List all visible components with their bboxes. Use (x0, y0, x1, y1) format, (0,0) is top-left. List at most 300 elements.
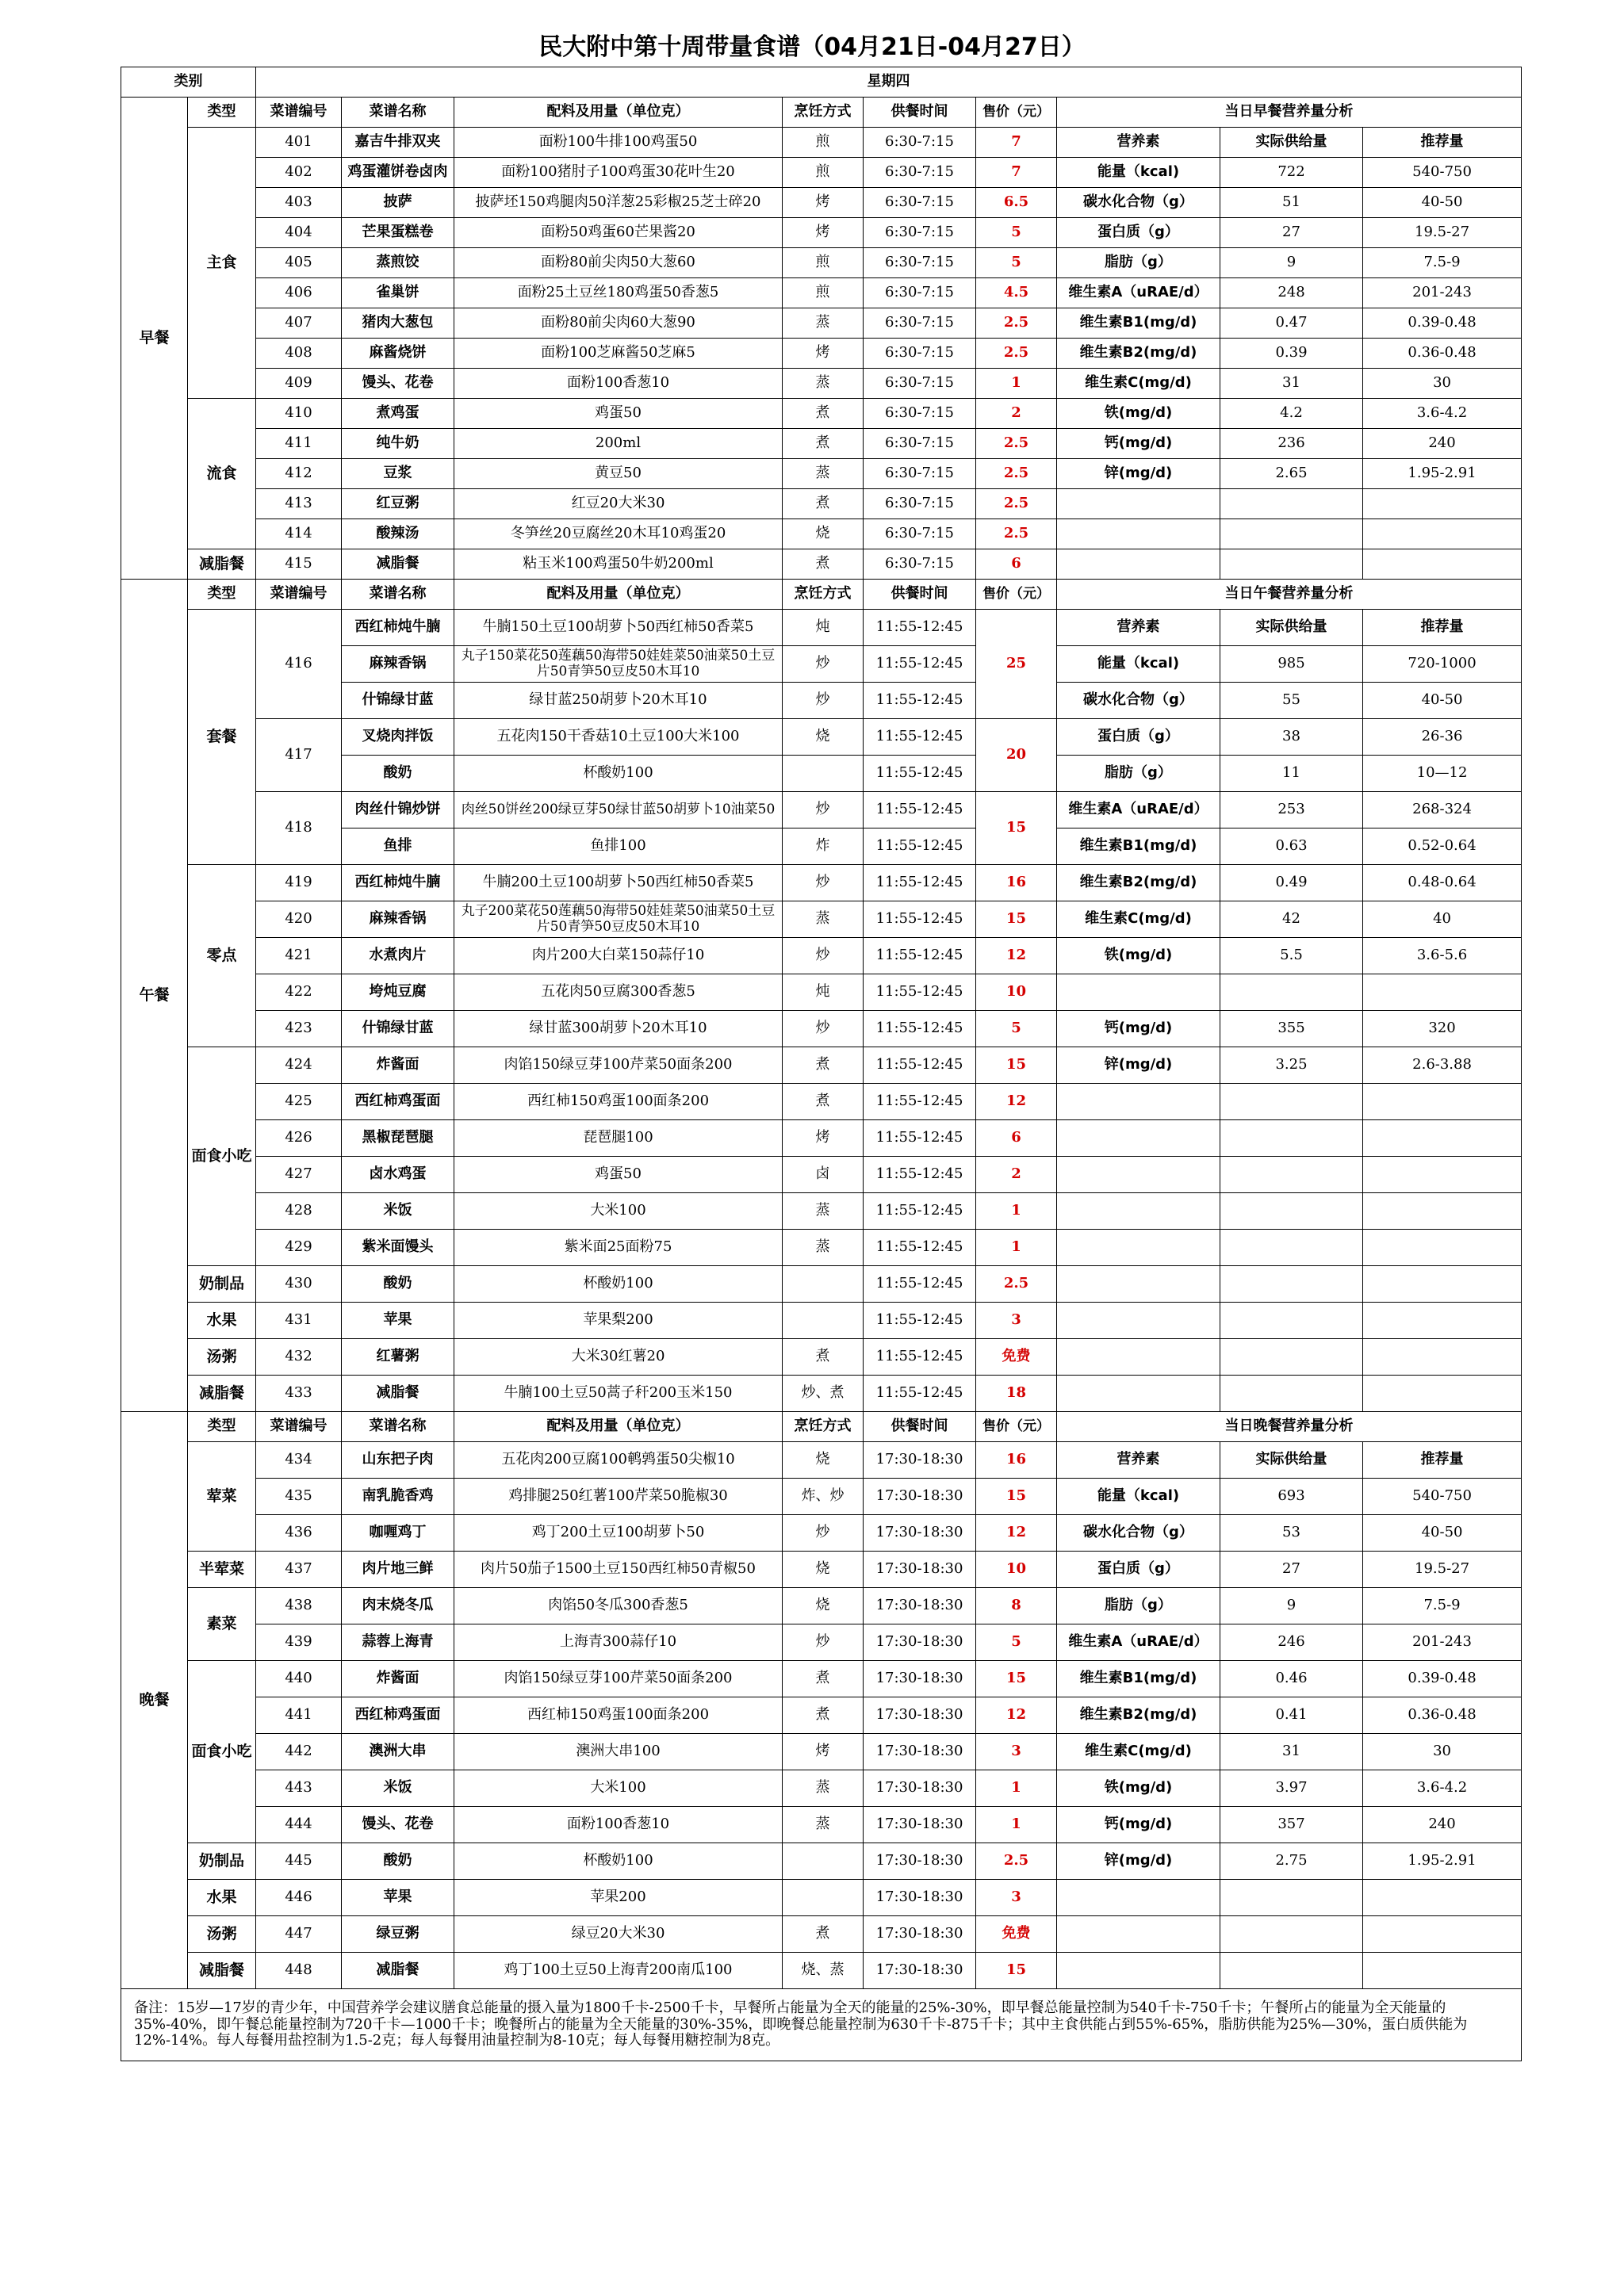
dish-name: 水煮肉片 (342, 938, 454, 974)
dish-number: 432 (256, 1339, 342, 1376)
nutrient-recommended: 3.6-5.6 (1363, 938, 1522, 974)
dish-ingredients: 粘玉米100鸡蛋50牛奶200ml (454, 549, 783, 580)
dish-price: 16 (976, 1442, 1057, 1479)
empty-cell (1220, 1880, 1363, 1916)
empty-cell (1363, 974, 1522, 1011)
table-row (121, 1303, 1522, 1339)
cooking-method: 炒 (783, 792, 864, 828)
dish-name: 披萨 (342, 188, 454, 218)
type-label: 汤粥 (188, 1916, 256, 1953)
dish-price: 12 (976, 1515, 1057, 1552)
dish-name: 西红柿鸡蛋面 (342, 1084, 454, 1120)
dish-number: 415 (256, 549, 342, 580)
nutrient-name: 铁(mg/d) (1057, 1770, 1220, 1807)
dish-ingredients: 鸡排腿250红薯100芹菜50脆椒30 (454, 1479, 783, 1515)
nutrient-actual: 3.97 (1220, 1770, 1363, 1807)
dish-ingredients: 鸡丁200土豆100胡萝卜50 (454, 1515, 783, 1552)
nutrient-actual: 722 (1220, 158, 1363, 188)
empty-cell (1057, 1157, 1220, 1193)
dish-price: 25 (976, 610, 1057, 719)
dish-name: 蒜蓉上海青 (342, 1624, 454, 1661)
cooking-method: 蒸 (783, 1230, 864, 1266)
nutrient-actual: 27 (1220, 218, 1363, 248)
nutrient-actual: 0.47 (1220, 308, 1363, 339)
dish-ingredients: 紫米面25面粉75 (454, 1230, 783, 1266)
dish-number: 412 (256, 459, 342, 489)
dish-price: 4.5 (976, 278, 1057, 308)
serving-time: 17:30-18:30 (864, 1734, 976, 1770)
nutrient-name: 维生素B2(mg/d) (1057, 339, 1220, 369)
table-row (121, 188, 1522, 218)
cooking-method: 烤 (783, 339, 864, 369)
empty-cell (1363, 1084, 1522, 1120)
serving-time: 11:55-12:45 (864, 901, 976, 938)
dish-name: 垮炖豆腐 (342, 974, 454, 1011)
dish-name: 叉烧肉拌饭 (342, 719, 454, 756)
dish-name: 酸奶 (342, 756, 454, 792)
nutrient-name: 铁(mg/d) (1057, 938, 1220, 974)
cooking-method: 煎 (783, 248, 864, 278)
nutrient-header: 营养素 (1057, 610, 1220, 646)
dish-name: 豆浆 (342, 459, 454, 489)
cooking-method: 煎 (783, 158, 864, 188)
dish-name: 雀巢饼 (342, 278, 454, 308)
type-label: 奶制品 (188, 1843, 256, 1880)
dish-ingredients: 面粉100芝麻酱50芝麻5 (454, 339, 783, 369)
dish-number: 418 (256, 792, 342, 865)
serving-time: 11:55-12:45 (864, 756, 976, 792)
empty-cell (1363, 1339, 1522, 1376)
nutrient-actual: 3.25 (1220, 1047, 1363, 1084)
dish-name: 什锦绿甘蓝 (342, 683, 454, 719)
cooking-method: 煎 (783, 278, 864, 308)
type-label: 素菜 (188, 1588, 256, 1661)
empty-cell (1057, 1230, 1220, 1266)
dish-ingredients: 大米30红薯20 (454, 1339, 783, 1376)
dish-price: 15 (976, 792, 1057, 865)
dish-ingredients: 面粉100香葱10 (454, 369, 783, 399)
dish-price: 1 (976, 1770, 1057, 1807)
serving-time: 11:55-12:45 (864, 865, 976, 901)
dish-ingredients: 红豆20大米30 (454, 489, 783, 519)
cooking-method: 烧 (783, 1442, 864, 1479)
cooking-method: 蒸 (783, 308, 864, 339)
dish-name: 馒头、花卷 (342, 369, 454, 399)
nutrition-analysis-title: 当日晚餐营养量分析 (1057, 1412, 1522, 1442)
serving-time: 6:30-7:15 (864, 188, 976, 218)
dish-price: 免费 (976, 1339, 1057, 1376)
dish-ingredients: 上海青300蒜仔10 (454, 1624, 783, 1661)
empty-cell (1057, 1880, 1220, 1916)
dish-name: 炸酱面 (342, 1661, 454, 1697)
table-row (121, 98, 1522, 128)
table-row (121, 1624, 1522, 1661)
nutrient-name: 维生素B1(mg/d) (1057, 828, 1220, 865)
dish-name: 减脂餐 (342, 1376, 454, 1412)
serving-time: 11:55-12:45 (864, 1047, 976, 1084)
type-label: 面食小吃 (188, 1661, 256, 1843)
empty-cell (1057, 1376, 1220, 1412)
nutrient-recommended: 240 (1363, 429, 1522, 459)
nutrient-actual: 0.63 (1220, 828, 1363, 865)
dish-name: 山东把子肉 (342, 1442, 454, 1479)
table-row (121, 1880, 1522, 1916)
empty-cell (1057, 1916, 1220, 1953)
dish-price: 2.5 (976, 1843, 1057, 1880)
nutrient-name: 碳水化合物（g） (1057, 188, 1220, 218)
col-method: 烹饪方式 (783, 580, 864, 610)
dish-number: 435 (256, 1479, 342, 1515)
dish-ingredients: 肉馅150绿豆芽100芹菜50面条200 (454, 1047, 783, 1084)
table-row (121, 1843, 1522, 1880)
nutrient-actual: 5.5 (1220, 938, 1363, 974)
empty-cell (1057, 1303, 1220, 1339)
cooking-method: 煮 (783, 399, 864, 429)
empty-cell (1220, 549, 1363, 580)
dish-ingredients: 大米100 (454, 1770, 783, 1807)
serving-time: 6:30-7:15 (864, 369, 976, 399)
nutrient-name: 碳水化合物（g） (1057, 1515, 1220, 1552)
dish-name: 红薯粥 (342, 1339, 454, 1376)
dish-number: 443 (256, 1770, 342, 1807)
dish-number: 448 (256, 1953, 342, 1989)
cooking-method (783, 1880, 864, 1916)
nutrient-actual: 42 (1220, 901, 1363, 938)
serving-time: 11:55-12:45 (864, 1084, 976, 1120)
table-row (121, 719, 1522, 756)
menu-table (121, 67, 1522, 2061)
dish-name: 减脂餐 (342, 549, 454, 580)
serving-time: 17:30-18:30 (864, 1588, 976, 1624)
table-row (121, 974, 1522, 1011)
empty-cell (1363, 1120, 1522, 1157)
type-label: 奶制品 (188, 1266, 256, 1303)
serving-time: 17:30-18:30 (864, 1624, 976, 1661)
empty-cell (1363, 1157, 1522, 1193)
nutrient-recommended: 3.6-4.2 (1363, 1770, 1522, 1807)
dish-name: 紫米面馒头 (342, 1230, 454, 1266)
dish-ingredients: 五花肉50豆腐300香葱5 (454, 974, 783, 1011)
cooking-method: 卤 (783, 1157, 864, 1193)
dish-price: 5 (976, 218, 1057, 248)
type-label: 水果 (188, 1303, 256, 1339)
dish-name: 西红柿鸡蛋面 (342, 1697, 454, 1734)
nutrient-actual: 355 (1220, 1011, 1363, 1047)
dish-number: 409 (256, 369, 342, 399)
dish-price: 2.5 (976, 1266, 1057, 1303)
col-type: 类型 (188, 1412, 256, 1442)
dish-number: 441 (256, 1697, 342, 1734)
dish-name: 酸辣汤 (342, 519, 454, 549)
dish-ingredients: 披萨坯150鸡腿肉50洋葱25彩椒25芝士碎20 (454, 188, 783, 218)
nutrient-recommended: 268-324 (1363, 792, 1522, 828)
dish-price: 1 (976, 369, 1057, 399)
nutrient-name: 锌(mg/d) (1057, 1047, 1220, 1084)
nutrient-recommended: 0.36-0.48 (1363, 1697, 1522, 1734)
dish-name: 西红柿炖牛腩 (342, 610, 454, 646)
dish-ingredients: 肉丝50饼丝200绿豆芽50绿甘蓝50胡萝卜10油菜50 (454, 792, 783, 828)
dish-name: 鱼排 (342, 828, 454, 865)
dish-price: 免费 (976, 1916, 1057, 1953)
nutrient-recommended: 40-50 (1363, 188, 1522, 218)
dish-ingredients: 绿甘蓝300胡萝卜20木耳10 (454, 1011, 783, 1047)
dish-name: 猪肉大葱包 (342, 308, 454, 339)
serving-time: 6:30-7:15 (864, 429, 976, 459)
table-row (121, 1770, 1522, 1807)
dish-number: 417 (256, 719, 342, 792)
nutrient-name: 蛋白质（g） (1057, 1552, 1220, 1588)
table-row (121, 1515, 1522, 1552)
dish-price: 15 (976, 901, 1057, 938)
nutrient-actual: 357 (1220, 1807, 1363, 1843)
empty-cell (1220, 519, 1363, 549)
dish-ingredients: 丸子150菜花50莲藕50海带50娃娃菜50油菜50土豆片50青笋50豆皮50木耳10 (454, 646, 783, 683)
nutrient-actual: 0.41 (1220, 1697, 1363, 1734)
serving-time: 11:55-12:45 (864, 938, 976, 974)
nutrient-recommended: 0.39-0.48 (1363, 308, 1522, 339)
table-row (121, 429, 1522, 459)
cooking-method: 蒸 (783, 901, 864, 938)
dish-ingredients: 面粉100猪肘子100鸡蛋30花叶生20 (454, 158, 783, 188)
cooking-method: 蒸 (783, 369, 864, 399)
type-label: 减脂餐 (188, 1953, 256, 1989)
cooking-method: 煮 (783, 1084, 864, 1120)
dish-number: 420 (256, 901, 342, 938)
dish-ingredients: 五花肉200豆腐100鹌鹑蛋50尖椒10 (454, 1442, 783, 1479)
table-row (121, 489, 1522, 519)
nutrient-name: 能量（kcal) (1057, 646, 1220, 683)
dish-ingredients: 面粉80前尖肉60大葱90 (454, 308, 783, 339)
serving-time: 6:30-7:15 (864, 218, 976, 248)
dish-price: 2.5 (976, 429, 1057, 459)
empty-cell (1363, 1230, 1522, 1266)
dish-number: 433 (256, 1376, 342, 1412)
cooking-method: 煮 (783, 489, 864, 519)
dish-number: 445 (256, 1843, 342, 1880)
dish-number: 406 (256, 278, 342, 308)
type-label: 流食 (188, 399, 256, 549)
dish-ingredients: 鱼排100 (454, 828, 783, 865)
serving-time: 6:30-7:15 (864, 128, 976, 158)
dish-number: 430 (256, 1266, 342, 1303)
nutrient-recommended: 1.95-2.91 (1363, 459, 1522, 489)
cooking-method: 烧 (783, 1588, 864, 1624)
nutrient-recommended: 7.5-9 (1363, 1588, 1522, 1624)
table-row (121, 1157, 1522, 1193)
nutrient-name: 维生素B1(mg/d) (1057, 1661, 1220, 1697)
dish-name: 红豆粥 (342, 489, 454, 519)
dish-ingredients: 绿豆20大米30 (454, 1916, 783, 1953)
nutrient-name: 维生素B1(mg/d) (1057, 308, 1220, 339)
dish-price: 2.5 (976, 339, 1057, 369)
serving-time: 11:55-12:45 (864, 828, 976, 865)
dish-name: 什锦绿甘蓝 (342, 1011, 454, 1047)
dish-name: 芒果蛋糕卷 (342, 218, 454, 248)
cooking-method: 烤 (783, 218, 864, 248)
dish-price: 12 (976, 1084, 1057, 1120)
empty-cell (1220, 1157, 1363, 1193)
empty-cell (1220, 1376, 1363, 1412)
nutrient-actual: 0.49 (1220, 865, 1363, 901)
empty-cell (1220, 1266, 1363, 1303)
serving-time: 11:55-12:45 (864, 1376, 976, 1412)
serving-time: 11:55-12:45 (864, 1303, 976, 1339)
nutrient-actual: 0.46 (1220, 1661, 1363, 1697)
nutrient-actual: 236 (1220, 429, 1363, 459)
serving-time: 17:30-18:30 (864, 1552, 976, 1588)
serving-time: 17:30-18:30 (864, 1479, 976, 1515)
dish-number: 413 (256, 489, 342, 519)
dish-number: 421 (256, 938, 342, 974)
type-label: 半荤菜 (188, 1552, 256, 1588)
dish-number: 425 (256, 1084, 342, 1120)
empty-cell (1057, 1339, 1220, 1376)
dish-ingredients: 杯酸奶100 (454, 1266, 783, 1303)
dish-price: 16 (976, 865, 1057, 901)
serving-time: 17:30-18:30 (864, 1770, 976, 1807)
dish-price: 5 (976, 1011, 1057, 1047)
dish-name: 澳洲大串 (342, 1734, 454, 1770)
dish-name: 麻辣香锅 (342, 901, 454, 938)
empty-cell (1220, 489, 1363, 519)
cooking-method: 蒸 (783, 459, 864, 489)
col-ingredients: 配料及用量（单位克） (454, 580, 783, 610)
dish-name: 酸奶 (342, 1266, 454, 1303)
dish-name: 嘉吉牛排双夹 (342, 128, 454, 158)
dish-price: 2 (976, 399, 1057, 429)
serving-time: 6:30-7:15 (864, 278, 976, 308)
dish-price: 15 (976, 1479, 1057, 1515)
dish-ingredients: 大米100 (454, 1193, 783, 1230)
table-row (121, 1807, 1522, 1843)
cooking-method: 烤 (783, 1120, 864, 1157)
empty-cell (1057, 1953, 1220, 1989)
nutrient-actual: 27 (1220, 1552, 1363, 1588)
nutrient-name: 维生素B2(mg/d) (1057, 865, 1220, 901)
dish-name: 麻辣香锅 (342, 646, 454, 683)
serving-time: 11:55-12:45 (864, 1193, 976, 1230)
empty-cell (1363, 1193, 1522, 1230)
nutrient-recommended: 40 (1363, 901, 1522, 938)
empty-cell (1220, 1303, 1363, 1339)
col-price: 售价（元） (976, 580, 1057, 610)
nutrient-name: 碳水化合物（g） (1057, 683, 1220, 719)
dish-name: 酸奶 (342, 1843, 454, 1880)
dish-ingredients: 牛腩200土豆100胡萝卜50西红柿50香菜5 (454, 865, 783, 901)
nutrient-recommended: 19.5-27 (1363, 218, 1522, 248)
col-price: 售价（元） (976, 1412, 1057, 1442)
cooking-method: 炒 (783, 1515, 864, 1552)
serving-time: 17:30-18:30 (864, 1515, 976, 1552)
table-row (121, 1479, 1522, 1515)
empty-cell (1363, 1953, 1522, 1989)
nutrient-actual: 31 (1220, 1734, 1363, 1770)
dish-name: 米饭 (342, 1193, 454, 1230)
nutrient-name: 维生素C(mg/d) (1057, 1734, 1220, 1770)
table-row (121, 1661, 1522, 1697)
col-name: 菜谱名称 (342, 1412, 454, 1442)
nutrient-recommended: 0.48-0.64 (1363, 865, 1522, 901)
table-row (121, 1588, 1522, 1624)
table-row (121, 1697, 1522, 1734)
table-row (121, 610, 1522, 646)
dish-number: 428 (256, 1193, 342, 1230)
dish-ingredients: 面粉100香葱10 (454, 1807, 783, 1843)
dish-name: 绿豆粥 (342, 1916, 454, 1953)
nutrient-recommended: 2.6-3.88 (1363, 1047, 1522, 1084)
nutrient-actual: 2.75 (1220, 1843, 1363, 1880)
nutrient-recommended: 540-750 (1363, 158, 1522, 188)
empty-cell (1057, 1120, 1220, 1157)
table-row (121, 901, 1522, 938)
dish-number: 438 (256, 1588, 342, 1624)
dish-number: 422 (256, 974, 342, 1011)
serving-time: 11:55-12:45 (864, 1011, 976, 1047)
nutrient-actual: 51 (1220, 188, 1363, 218)
serving-time: 6:30-7:15 (864, 549, 976, 580)
nutrient-actual: 985 (1220, 646, 1363, 683)
col-ingredients: 配料及用量（单位克） (454, 1412, 783, 1442)
dish-ingredients: 西红柿150鸡蛋100面条200 (454, 1697, 783, 1734)
cooking-method: 烧 (783, 1552, 864, 1588)
cooking-method: 烧 (783, 519, 864, 549)
dish-name: 煮鸡蛋 (342, 399, 454, 429)
table-row (121, 1047, 1522, 1084)
cooking-method: 炒 (783, 865, 864, 901)
dish-ingredients: 西红柿150鸡蛋100面条200 (454, 1084, 783, 1120)
empty-cell (1057, 1084, 1220, 1120)
nutrient-actual: 246 (1220, 1624, 1363, 1661)
serving-time: 6:30-7:15 (864, 339, 976, 369)
serving-time: 17:30-18:30 (864, 1880, 976, 1916)
cooking-method (783, 1843, 864, 1880)
serving-time: 11:55-12:45 (864, 1266, 976, 1303)
dish-number: 414 (256, 519, 342, 549)
dish-number: 405 (256, 248, 342, 278)
col-type: 类型 (188, 98, 256, 128)
table-row (121, 792, 1522, 828)
table-row (121, 1193, 1522, 1230)
empty-cell (1363, 549, 1522, 580)
footnote: 备注：15岁—17岁的青少年，中国营养学会建议膳食总能量的摄入量为1800千卡-2500千卡，早餐所占能量为全天的能量的25%-30%，即早餐总能量控制为540千卡-750千卡；午餐所占的能量为全天能量的35%-40%，即午餐总能量控制为720千卡—1000千卡；晚餐所占的能量为全天能量的30%-35%，即晚餐总能量控制为630千卡-875千卡；其中主食供能占到55%-65%，脂肪供能为25%—30%，蛋白质供能为12%-14%。每人每餐用盐控制为1.5-2克；每人每餐用油量控制为8-10克；每人每餐用糖控制为8克。 (121, 1989, 1522, 2061)
serving-time: 17:30-18:30 (864, 1697, 976, 1734)
serving-time: 6:30-7:15 (864, 158, 976, 188)
table-row (121, 1120, 1522, 1157)
type-label: 水果 (188, 1880, 256, 1916)
col-number: 菜谱编号 (256, 98, 342, 128)
empty-cell (1363, 1916, 1522, 1953)
nutrient-name: 锌(mg/d) (1057, 459, 1220, 489)
serving-time: 17:30-18:30 (864, 1843, 976, 1880)
dish-ingredients: 绿甘蓝250胡萝卜20木耳10 (454, 683, 783, 719)
nutrient-header: 营养素 (1057, 1442, 1220, 1479)
dish-price: 2.5 (976, 489, 1057, 519)
nutrition-analysis-title: 当日早餐营养量分析 (1057, 98, 1522, 128)
dish-number: 401 (256, 128, 342, 158)
cooking-method: 炒 (783, 683, 864, 719)
dish-name: 蒸煎饺 (342, 248, 454, 278)
nutrient-name: 脂肪（g） (1057, 248, 1220, 278)
dish-price: 10 (976, 974, 1057, 1011)
empty-cell (1220, 1953, 1363, 1989)
dish-ingredients: 丸子200菜花50莲藕50海带50娃娃菜50油菜50土豆片50青笋50豆皮50木耳10 (454, 901, 783, 938)
dish-price: 15 (976, 1953, 1057, 1989)
dish-ingredients: 面粉100牛排100鸡蛋50 (454, 128, 783, 158)
nutrient-actual: 9 (1220, 1588, 1363, 1624)
cooking-method: 炒 (783, 1011, 864, 1047)
dish-number: 437 (256, 1552, 342, 1588)
dish-number: 442 (256, 1734, 342, 1770)
